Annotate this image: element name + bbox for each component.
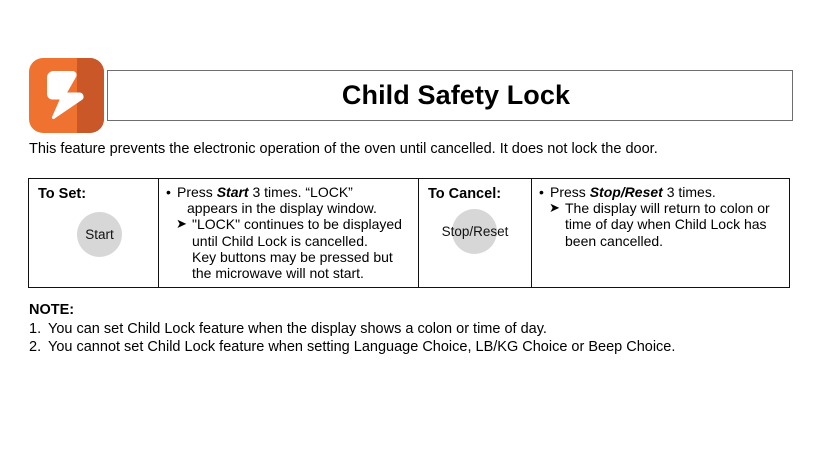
step-line bbox=[539, 184, 786, 200]
note-item-number: 1. bbox=[29, 320, 42, 337]
step-line: until Child Lock is cancelled. bbox=[192, 232, 368, 249]
page-title-box bbox=[107, 70, 793, 121]
note-title: NOTE: bbox=[29, 302, 75, 318]
step-text-pre: Press bbox=[177, 184, 217, 200]
note-item-text: You cannot set Child Lock feature when setting Language Choice, LB/KG Choice or Beep Choice. bbox=[48, 339, 676, 356]
bullet-icon: • bbox=[166, 184, 171, 200]
step-text-bold: Stop/Reset bbox=[589, 184, 663, 200]
intro-paragraph: This feature prevents the electronic operation of the oven until cancelled. It does not lock the door. bbox=[29, 141, 658, 157]
table-cell-to-cancel bbox=[419, 179, 532, 287]
note-item bbox=[29, 338, 675, 357]
arrow-bullet-icon: ➤ bbox=[176, 216, 187, 232]
step-line: been cancelled. bbox=[565, 232, 664, 249]
step-text: "LOCK" continues to be displayed bbox=[192, 216, 402, 233]
arrow-bullet-icon: ➤ bbox=[549, 200, 560, 216]
note-block bbox=[29, 301, 675, 357]
table-cell-to-set bbox=[29, 179, 159, 287]
step-line: Key buttons may be pressed but bbox=[192, 248, 393, 265]
stop-reset-button-label: Stop/Reset bbox=[441, 224, 509, 239]
table-cell-to-cancel-steps bbox=[532, 179, 789, 287]
note-item-number: 2. bbox=[29, 339, 42, 356]
step-line: time of day when Child Lock has bbox=[565, 216, 767, 233]
lightning-bolt-icon bbox=[29, 58, 104, 133]
step-text: The display will return to colon or bbox=[565, 200, 770, 217]
to-set-steps bbox=[166, 184, 415, 281]
brand-logo bbox=[29, 58, 104, 133]
to-cancel-steps bbox=[539, 184, 786, 249]
step-text-post: 3 times. “LOCK” bbox=[248, 184, 353, 200]
step-text-bold: Start bbox=[216, 184, 249, 200]
step-line bbox=[166, 184, 415, 200]
start-button-label: Start bbox=[85, 227, 114, 242]
bullet-icon: • bbox=[539, 184, 544, 200]
header-band bbox=[0, 0, 825, 145]
step-line bbox=[539, 200, 786, 216]
step-line bbox=[166, 216, 415, 232]
step-text-post: 3 times. bbox=[662, 184, 716, 200]
table-cell-to-set-steps bbox=[159, 179, 419, 287]
note-item bbox=[29, 320, 675, 339]
to-set-heading: To Set: bbox=[38, 186, 87, 202]
step-line: appears in the display window. bbox=[187, 200, 377, 217]
step-text-pre: Press bbox=[550, 184, 590, 200]
to-cancel-heading: To Cancel: bbox=[428, 186, 502, 202]
note-item-text: You can set Child Lock feature when the display shows a colon or time of day. bbox=[48, 320, 547, 337]
procedure-table bbox=[28, 178, 790, 288]
page-title: Child Safety Lock bbox=[341, 80, 571, 110]
step-line: the microwave will not start. bbox=[192, 265, 364, 282]
